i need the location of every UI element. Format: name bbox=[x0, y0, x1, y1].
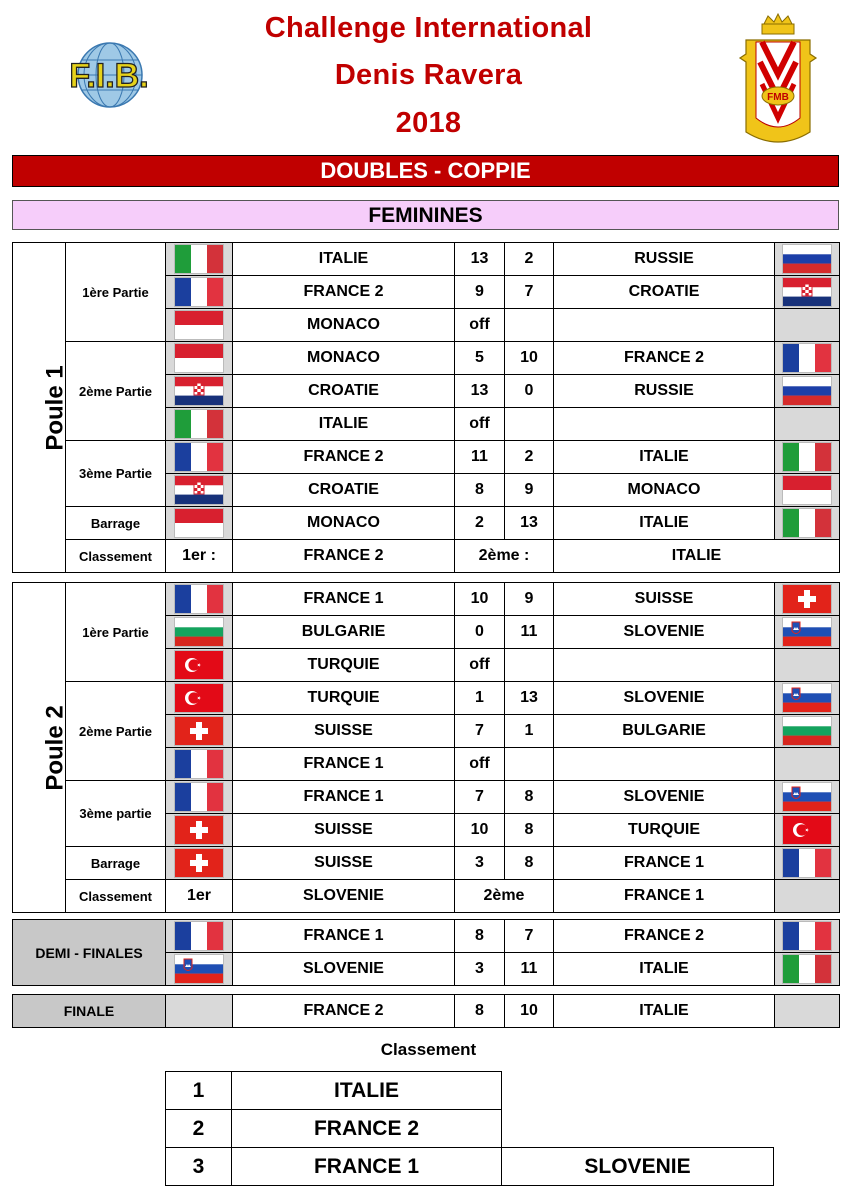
ranking-label: Classement bbox=[66, 540, 166, 573]
score2: 11 bbox=[505, 616, 554, 649]
rank-team: FRANCE 1 bbox=[232, 1148, 502, 1186]
ranking-label: Classement bbox=[66, 880, 166, 913]
flag-france-icon bbox=[175, 783, 223, 811]
score1: 3 bbox=[455, 953, 505, 986]
team1: FRANCE 1 bbox=[233, 748, 455, 781]
flag-monaco-icon bbox=[175, 509, 223, 537]
fmb-logo-text: FMB bbox=[767, 92, 789, 103]
flag-cell bbox=[775, 309, 840, 342]
round-label: Barrage bbox=[66, 507, 166, 540]
flag-cell bbox=[775, 814, 840, 847]
flag-cell bbox=[166, 682, 233, 715]
team1: FRANCE 2 bbox=[233, 441, 455, 474]
team2: TURQUIE bbox=[554, 814, 775, 847]
flag-cell bbox=[166, 953, 233, 986]
poule2-title: Poule 2 bbox=[41, 704, 69, 791]
flag-italy-icon bbox=[175, 410, 223, 438]
team2: RUSSIE bbox=[554, 375, 775, 408]
flag-croatia-icon bbox=[175, 377, 223, 405]
score1: 13 bbox=[455, 243, 505, 276]
flag-cell bbox=[775, 616, 840, 649]
flag-france-icon bbox=[175, 443, 223, 471]
flag-cell bbox=[166, 715, 233, 748]
score2: 10 bbox=[505, 995, 554, 1028]
ranking-second: ITALIE bbox=[554, 540, 840, 573]
flag-cell bbox=[166, 309, 233, 342]
flag-bulgaria-icon bbox=[783, 717, 831, 745]
score2 bbox=[505, 309, 554, 342]
fib-logo-text: F.I.B. bbox=[69, 57, 149, 95]
team2: SLOVENIE bbox=[554, 616, 775, 649]
score2 bbox=[505, 649, 554, 682]
rank-number: 3 bbox=[166, 1148, 232, 1186]
flag-cell bbox=[775, 715, 840, 748]
score2: 2 bbox=[505, 243, 554, 276]
team1: CROATIE bbox=[233, 474, 455, 507]
flag-turkey-icon bbox=[783, 816, 831, 844]
rank-extra bbox=[502, 1110, 774, 1148]
round-label: 1ère Partie bbox=[66, 243, 166, 342]
score1: 13 bbox=[455, 375, 505, 408]
poule1-table bbox=[12, 242, 840, 573]
score2: 1 bbox=[505, 715, 554, 748]
score2: 9 bbox=[505, 583, 554, 616]
score1: 7 bbox=[455, 715, 505, 748]
round-label: Barrage bbox=[66, 847, 166, 880]
score2 bbox=[505, 408, 554, 441]
flag-cell bbox=[166, 408, 233, 441]
flag-cell bbox=[775, 276, 840, 309]
flag-turkey-icon bbox=[175, 651, 223, 679]
score2: 8 bbox=[505, 781, 554, 814]
ranking-first-label: 1er bbox=[166, 880, 233, 913]
team1: SLOVENIE bbox=[233, 953, 455, 986]
score2: 2 bbox=[505, 441, 554, 474]
team1: ITALIE bbox=[233, 408, 455, 441]
flag-france-icon bbox=[783, 849, 831, 877]
rank-extra bbox=[502, 1072, 774, 1110]
title-line-3: 2018 bbox=[395, 107, 462, 139]
ranking-second-label: 2ème bbox=[455, 880, 554, 913]
flag-france-icon bbox=[175, 585, 223, 613]
score1: 11 bbox=[455, 441, 505, 474]
flag-bulgaria-icon bbox=[175, 618, 223, 646]
flag-cell bbox=[166, 507, 233, 540]
flag-slovenia-icon bbox=[783, 783, 831, 811]
flag-cell bbox=[775, 995, 840, 1028]
round-label: 1ère Partie bbox=[66, 583, 166, 682]
category-bar: DOUBLES - COPPIE bbox=[12, 155, 839, 187]
team1: MONACO bbox=[233, 342, 455, 375]
flag-croatia-icon bbox=[783, 278, 831, 306]
team2: MONACO bbox=[554, 474, 775, 507]
round-label: 3ème Partie bbox=[66, 441, 166, 507]
flag-cell bbox=[775, 847, 840, 880]
flag-italy-icon bbox=[783, 509, 831, 537]
team2: FRANCE 2 bbox=[554, 920, 775, 953]
team1: FRANCE 2 bbox=[233, 276, 455, 309]
title-line-1: Challenge International bbox=[264, 12, 593, 44]
ranking-second-label: 2ème : bbox=[455, 540, 554, 573]
score2: 13 bbox=[505, 682, 554, 715]
flag-cell bbox=[166, 474, 233, 507]
flag-slovenia-icon bbox=[783, 684, 831, 712]
score1: off bbox=[455, 748, 505, 781]
flag-cell bbox=[166, 814, 233, 847]
flag-monaco-icon bbox=[783, 476, 831, 504]
score2: 0 bbox=[505, 375, 554, 408]
team2: ITALIE bbox=[554, 995, 775, 1028]
flag-cell bbox=[775, 880, 840, 913]
score2: 10 bbox=[505, 342, 554, 375]
poule2-label-cell bbox=[13, 583, 69, 913]
poule1-body bbox=[13, 243, 840, 573]
score1: 3 bbox=[455, 847, 505, 880]
fmb-crest-logo bbox=[738, 14, 818, 148]
team1: TURQUIE bbox=[233, 682, 455, 715]
flag-france-icon bbox=[175, 922, 223, 950]
flag-france-icon bbox=[783, 344, 831, 372]
semis-label: DEMI - FINALES bbox=[13, 920, 166, 986]
team1: FRANCE 1 bbox=[233, 583, 455, 616]
flag-swiss-icon bbox=[175, 849, 223, 877]
team2: ITALIE bbox=[554, 953, 775, 986]
rank-team: FRANCE 2 bbox=[232, 1110, 502, 1148]
round-label: 2ème Partie bbox=[66, 682, 166, 781]
flag-russia-icon bbox=[783, 245, 831, 273]
poule2-body bbox=[13, 583, 840, 913]
flag-italy-icon bbox=[783, 955, 831, 983]
rank-extra: SLOVENIE bbox=[502, 1148, 774, 1186]
team2: FRANCE 1 bbox=[554, 847, 775, 880]
final-label: FINALE bbox=[13, 995, 166, 1028]
score1: 9 bbox=[455, 276, 505, 309]
ranking-first: FRANCE 2 bbox=[233, 540, 455, 573]
title-line-2: Denis Ravera bbox=[334, 59, 523, 91]
team1: MONACO bbox=[233, 507, 455, 540]
division-bar: FEMININES bbox=[12, 200, 839, 230]
flag-cell bbox=[775, 474, 840, 507]
flag-italy-icon bbox=[783, 443, 831, 471]
team1: ITALIE bbox=[233, 243, 455, 276]
flag-france-icon bbox=[175, 750, 223, 778]
flag-slovenia-icon bbox=[783, 618, 831, 646]
score1: 10 bbox=[455, 583, 505, 616]
flag-russia-icon bbox=[783, 377, 831, 405]
score2: 13 bbox=[505, 507, 554, 540]
flag-cell bbox=[775, 375, 840, 408]
flag-cell bbox=[775, 781, 840, 814]
flag-cell bbox=[775, 682, 840, 715]
flag-cell bbox=[166, 649, 233, 682]
semis-table bbox=[12, 919, 840, 986]
score1: 8 bbox=[455, 920, 505, 953]
flag-france-icon bbox=[783, 922, 831, 950]
team2: ITALIE bbox=[554, 441, 775, 474]
flag-cell bbox=[166, 276, 233, 309]
team2: SLOVENIE bbox=[554, 781, 775, 814]
team1: FRANCE 1 bbox=[233, 920, 455, 953]
flag-cell bbox=[166, 583, 233, 616]
score2: 7 bbox=[505, 920, 554, 953]
team2 bbox=[554, 748, 775, 781]
flag-cell bbox=[775, 507, 840, 540]
score1: off bbox=[455, 408, 505, 441]
team2 bbox=[554, 408, 775, 441]
score1: 2 bbox=[455, 507, 505, 540]
poule1-title: Poule 1 bbox=[41, 364, 69, 451]
score1: off bbox=[455, 309, 505, 342]
score2: 9 bbox=[505, 474, 554, 507]
final-ranking-title: Classement bbox=[380, 1040, 477, 1059]
score2: 11 bbox=[505, 953, 554, 986]
team1: SUISSE bbox=[233, 715, 455, 748]
rank-team: ITALIE bbox=[232, 1072, 502, 1110]
score2: 8 bbox=[505, 814, 554, 847]
rank-number: 2 bbox=[166, 1110, 232, 1148]
team2 bbox=[554, 649, 775, 682]
flag-cell bbox=[166, 342, 233, 375]
flag-cell bbox=[166, 375, 233, 408]
team2: BULGARIE bbox=[554, 715, 775, 748]
flag-cell bbox=[775, 583, 840, 616]
score1: 1 bbox=[455, 682, 505, 715]
flag-cell bbox=[166, 847, 233, 880]
team1: SUISSE bbox=[233, 814, 455, 847]
final-table bbox=[12, 994, 840, 1028]
team1: MONACO bbox=[233, 309, 455, 342]
flag-cell bbox=[166, 243, 233, 276]
flag-cell bbox=[166, 441, 233, 474]
team2 bbox=[554, 309, 775, 342]
flag-cell bbox=[775, 953, 840, 986]
rank-number: 1 bbox=[166, 1072, 232, 1110]
score1: 8 bbox=[455, 995, 505, 1028]
flag-cell bbox=[775, 748, 840, 781]
flag-croatia-icon bbox=[175, 476, 223, 504]
team1: BULGARIE bbox=[233, 616, 455, 649]
flag-cell bbox=[166, 995, 233, 1028]
round-label: 2ème Partie bbox=[66, 342, 166, 441]
flag-france-icon bbox=[175, 278, 223, 306]
score1: 8 bbox=[455, 474, 505, 507]
score1: off bbox=[455, 649, 505, 682]
flag-cell bbox=[775, 408, 840, 441]
team2: SLOVENIE bbox=[554, 682, 775, 715]
score2: 8 bbox=[505, 847, 554, 880]
ranking-first: SLOVENIE bbox=[233, 880, 455, 913]
score2 bbox=[505, 748, 554, 781]
score1: 0 bbox=[455, 616, 505, 649]
flag-swiss-icon bbox=[175, 816, 223, 844]
team2: SUISSE bbox=[554, 583, 775, 616]
flag-monaco-icon bbox=[175, 311, 223, 339]
poule2-table bbox=[12, 582, 840, 913]
team1: CROATIE bbox=[233, 375, 455, 408]
poule1-label-cell bbox=[13, 243, 69, 573]
flag-cell bbox=[775, 342, 840, 375]
score1: 10 bbox=[455, 814, 505, 847]
flag-cell bbox=[775, 243, 840, 276]
flag-slovenia-icon bbox=[175, 955, 223, 983]
flag-cell bbox=[775, 920, 840, 953]
team1: FRANCE 1 bbox=[233, 781, 455, 814]
team2: ITALIE bbox=[554, 507, 775, 540]
ranking-first-label: 1er : bbox=[166, 540, 233, 573]
flag-italy-icon bbox=[175, 245, 223, 273]
team1: FRANCE 2 bbox=[233, 995, 455, 1028]
flag-cell bbox=[166, 920, 233, 953]
score1: 7 bbox=[455, 781, 505, 814]
team1: SUISSE bbox=[233, 847, 455, 880]
final-ranking-table bbox=[165, 1071, 774, 1186]
flag-monaco-icon bbox=[175, 344, 223, 372]
score1: 5 bbox=[455, 342, 505, 375]
team2: FRANCE 2 bbox=[554, 342, 775, 375]
team2: RUSSIE bbox=[554, 243, 775, 276]
round-label: 3ème partie bbox=[66, 781, 166, 847]
team1: TURQUIE bbox=[233, 649, 455, 682]
flag-cell bbox=[166, 748, 233, 781]
flag-cell bbox=[166, 781, 233, 814]
score2: 7 bbox=[505, 276, 554, 309]
flag-swiss-icon bbox=[783, 585, 831, 613]
flag-cell bbox=[775, 441, 840, 474]
team2: CROATIE bbox=[554, 276, 775, 309]
flag-turkey-icon bbox=[175, 684, 223, 712]
flag-swiss-icon bbox=[175, 717, 223, 745]
flag-cell bbox=[166, 616, 233, 649]
flag-cell bbox=[775, 649, 840, 682]
ranking-second: FRANCE 1 bbox=[554, 880, 775, 913]
